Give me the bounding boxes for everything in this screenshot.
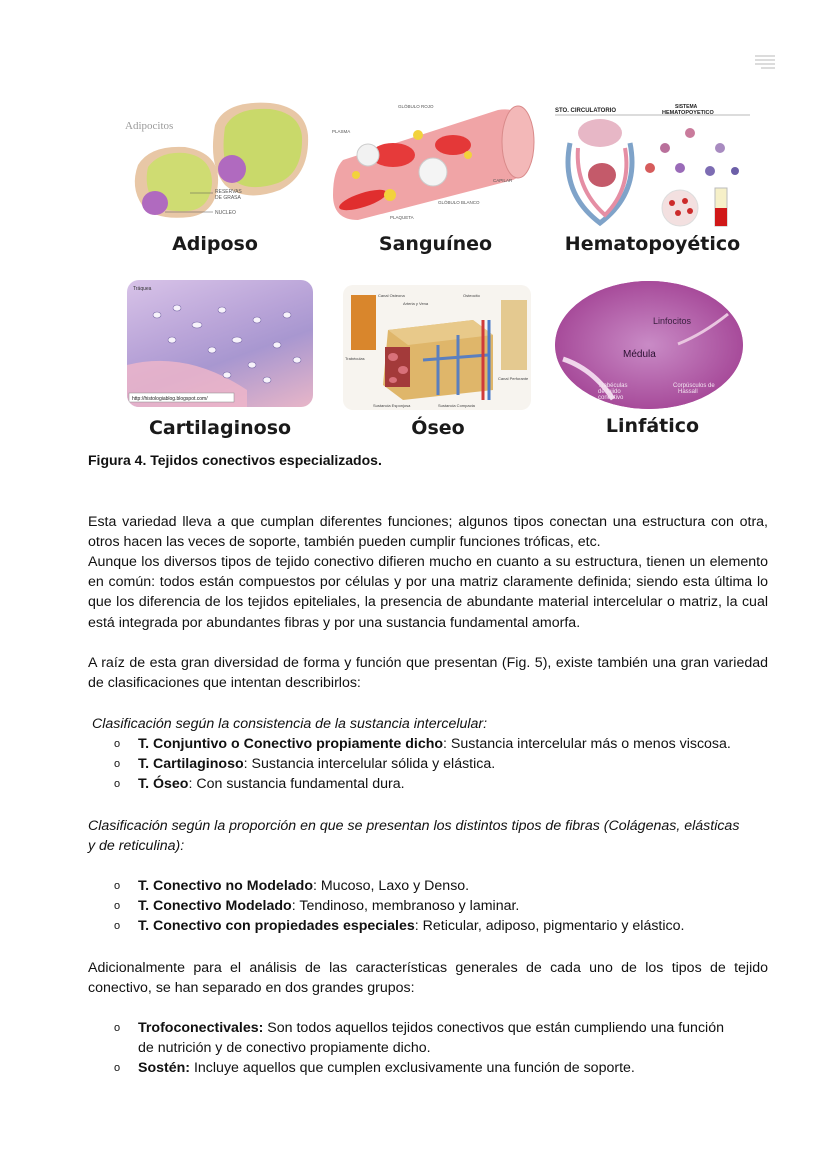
svg-text:Trabéculas: Trabéculas [345,356,365,361]
document-lines-icon [755,55,775,69]
figure-panel-linfatico [550,277,755,447]
svg-text:RESERVAS: RESERVAS [215,189,242,195]
paragraph-functions: Esta variedad lleva a que cumplan diferentes funciones; algunos tipos conectan una estructura con otra, otros hacen las veces de soporte, también pueden cumplir funciones tróficas, etc. [88,514,768,551]
classification-consistency-heading: Clasificación según la consistencia de la sustancia intercelular: [92,716,488,732]
panel-label: Linfático [605,415,700,437]
list-item: o T. Conectivo no Modelado: Mucoso, Laxo y Denso. [88,876,788,896]
svg-text:Corpúsculos de: Corpúsculos de [673,383,715,389]
svg-text:http://histologiablog.blogspot: http://histologiablog.blogspot.com/ [132,396,208,402]
panel-label: Sanguíneo [378,233,493,255]
svg-text:DE GRASA: DE GRASA [215,195,241,201]
paragraph-two-groups: Adicionalmente para el análisis de las características generales de cada uno de los tipos de tejido conectivo, se han separado en dos grandes grupos: [88,960,768,997]
figure-panel-hematopoyetico [550,95,755,265]
bullet-icon: o [114,758,121,771]
figure-tejidos-conectivos [110,95,760,450]
blood-tissue-image [328,100,543,225]
svg-text:Sustancia Compacta: Sustancia Compacta [438,403,475,408]
list-item: o T. Conjuntivo o Conectivo propiamente dicho: Sustancia intercelular más o menos viscosa. [88,734,788,754]
svg-text:Adipocitos: Adipocitos [125,120,174,132]
svg-text:Osteocito: Osteocito [463,293,480,298]
svg-text:Arteria y Vena: Arteria y Vena [403,301,429,306]
bullet-icon: o [114,1062,121,1075]
svg-text:Canal Perforante: Canal Perforante [498,376,529,381]
list-item: o Trofoconectivales: Son todos aquellos tejidos conectivos que están cumpliendo una función de nutrición y de conectivo propiamente dicho. [114,1020,724,1057]
list-item: o Sostén: Incluye aquellos que cumplen exclusivamente una función de soporte. [88,1058,728,1078]
svg-text:Linfocitos: Linfocitos [653,316,692,326]
svg-text:de tejido: de tejido [598,389,621,395]
list-item: o T. Cartilaginoso: Sustancia intercelular sólida y elástica. [88,754,788,774]
hematopoietic-system-image [550,103,755,231]
classification-fibers-list [88,876,788,937]
svg-text:Trabéculas: Trabéculas [598,383,628,389]
paragraph-classifications-intro: A raíz de esta gran diversidad de forma y función que presentan (Fig. 5), existe también una gran variedad de clasificaciones que intentan describirlos: [88,655,768,692]
cartilage-tissue-image [127,280,313,407]
bullet-icon: o [114,920,121,933]
panel-label: Adiposo [172,233,258,255]
groups-list [88,1018,728,1079]
figure-panel-adiposo [110,95,320,265]
svg-text:Canal Osteona: Canal Osteona [378,293,405,298]
bullet-icon: o [114,1022,121,1034]
list-item: o T. Óseo: Con sustancia fundamental dura. [88,774,788,794]
svg-text:HEMATOPOYETICO: HEMATOPOYETICO [662,110,714,116]
classification-fibers-heading: Clasificación según la proporción en que se presentan los distintos tipos de fibras (Colágenas, elásticas y de reticulina): [88,818,740,855]
bullet-icon: o [114,880,121,892]
figure-panel-cartilaginoso [110,277,330,447]
svg-text:conectivo: conectivo [598,395,624,401]
svg-text:GLÓBULO BLANCO: GLÓBULO BLANCO [438,200,480,205]
svg-text:STO. CIRCULATORIO: STO. CIRCULATORIO [555,108,617,114]
panel-label: Óseo [411,417,465,439]
panel-label: Hematopoyético [564,233,741,255]
bone-tissue-image [343,285,531,410]
svg-text:PLAQUETA: PLAQUETA [390,215,414,220]
list-item: o T. Conectivo con propiedades especiales: Reticular, adiposo, pigmentario y elástico. [88,916,788,936]
svg-text:Hassall: Hassall [678,389,698,395]
svg-text:NUCLEO: NUCLEO [215,210,236,216]
svg-text:GLÓBULO ROJO: GLÓBULO ROJO [398,104,434,109]
lymphatic-tissue-image [553,279,745,411]
svg-text:SISTEMA: SISTEMA [675,104,698,110]
svg-text:PLASMA: PLASMA [332,129,351,134]
list-item: o T. Conectivo Modelado: Tendinoso, membranoso y laminar. [88,896,788,916]
classification-consistency-list [88,734,788,795]
bullet-icon: o [114,738,121,750]
figure-panel-oseo [338,277,538,447]
svg-text:Sustancia Esponjosa: Sustancia Esponjosa [373,403,411,408]
panel-label: Cartilaginoso [148,417,292,439]
svg-text:Médula: Médula [623,349,656,360]
paragraph-common-element: Aunque los diversos tipos de tejido conectivo difieren mucho en cuanto a su estructura, tienen un elemento en común: todos están compuestos por células y por una matriz claramente definida; siendo esta última lo que los diferencia de los tejidos epiteliales, la presencia de abundante material intercelular o matriz, la cual está integrada por abundantes fibras y por una sustancia fundamental amorfa. [88,554,768,631]
adipose-tissue-image [120,95,315,225]
figure-caption: Figura 4. Tejidos conectivos especializados. [88,452,382,468]
bullet-icon: o [114,778,121,791]
svg-text:CAPILAR: CAPILAR [493,178,513,183]
svg-text:Tráquea: Tráquea [133,286,152,292]
bullet-icon: o [114,900,121,913]
figure-panel-sanguineo [328,95,543,265]
